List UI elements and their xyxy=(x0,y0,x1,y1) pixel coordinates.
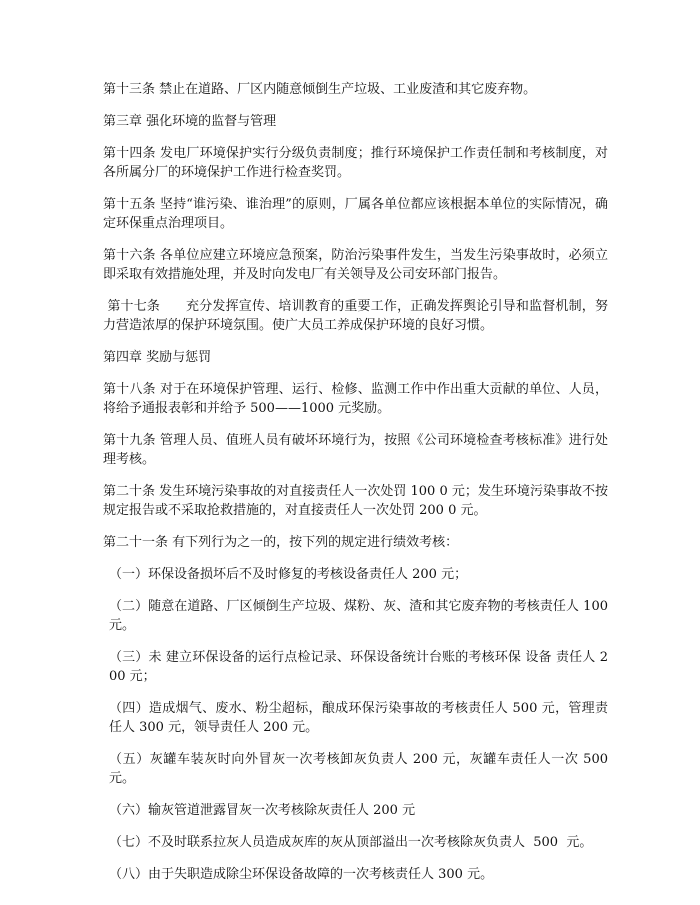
article-16: 第十六条 各单位应建立环境应急预案，防治污染事件发生，当发生污染事故时，必须立即采取有效措施处理，并及时向发电厂有关领导及公司安环部门报告。 xyxy=(103,248,608,282)
clause-6: （六）输灰管道泄露冒灰一次考核除灰责任人 200 元 xyxy=(109,803,416,818)
clause-8: （八）由于失职造成除尘环保设备故障的一次考核责任人 300 元。 xyxy=(109,867,494,882)
article-17: 第十七条 充分发挥宣传、培训教育的重要工作，正确发挥舆论引导和监督机制，努力营造浓厚的保护环境氛围。使广大员工养成保护环境的良好习惯。 xyxy=(103,299,608,333)
article-20: 第二十条 发生环境污染事故的对直接责任人一次处罚 100 0 元；发生环境污染事故不按规定报告或不采取抢救措施的，对直接责任人一次处罚 200 0 元。 xyxy=(103,484,608,518)
article-14: 第十四条 发电厂环境保护实行分级负责制度；推行环境保护工作责任制和考核制度，对各所属分厂的环境保护工作进行检查奖罚。 xyxy=(103,146,608,180)
document-body xyxy=(103,80,608,897)
article-13: 第十三条 禁止在道路、厂区内随意倾倒生产垃圾、工业废渣和其它废弃物。 xyxy=(103,82,537,97)
clause-4: （四）造成烟气、废水、粉尘超标，酿成环保污染事故的考核责任人 500 元，管理责任人 300 元，领导责任人 200 元。 xyxy=(109,701,608,735)
clause-1: （一）环保设备损坏后不及时修复的考核设备责任人 200 元； xyxy=(109,567,468,582)
article-21: 第二十一条 有下列行为之一的，按下列的规定进行绩效考核： xyxy=(103,535,459,550)
clause-3: （三）未 建立环保设备的运行点检记录、环保设备统计台账的考核环保 设备 责任人 200 元； xyxy=(109,650,608,684)
article-18: 第十八条 对于在环境保护管理、运行、检修、监测工作中作出重大贡献的单位、人员，将给予通报表彰和并给予 500——1000 元奖励。 xyxy=(103,382,608,416)
clause-7: （七）不及时联系拉灰人员造成灰库的灰从顶部溢出一次考核除灰负责人 500 元。 xyxy=(109,835,593,850)
chapter-3-heading: 第三章 强化环境的监督与管理 xyxy=(103,114,277,129)
article-15: 第十五条 坚持“谁污染、谁治理”的原则，厂属各单位都应该根据本单位的实际情况，确定环保重点治理项目。 xyxy=(103,197,608,231)
clause-5: （五）灰罐车装灰时向外冒灰一次考核卸灰负责人 200 元，灰罐车责任人一次 500 元。 xyxy=(109,752,608,786)
clause-2: （二）随意在道路、厂区倾倒生产垃圾、煤粉、灰、渣和其它废弃物的考核责任人 100 元。 xyxy=(109,599,608,633)
chapter-4-heading: 第四章 奖励与惩罚 xyxy=(103,350,212,365)
article-19: 第十九条 管理人员、值班人员有破坏环境行为，按照《公司环境检查考核标准》进行处理考核。 xyxy=(103,433,608,467)
